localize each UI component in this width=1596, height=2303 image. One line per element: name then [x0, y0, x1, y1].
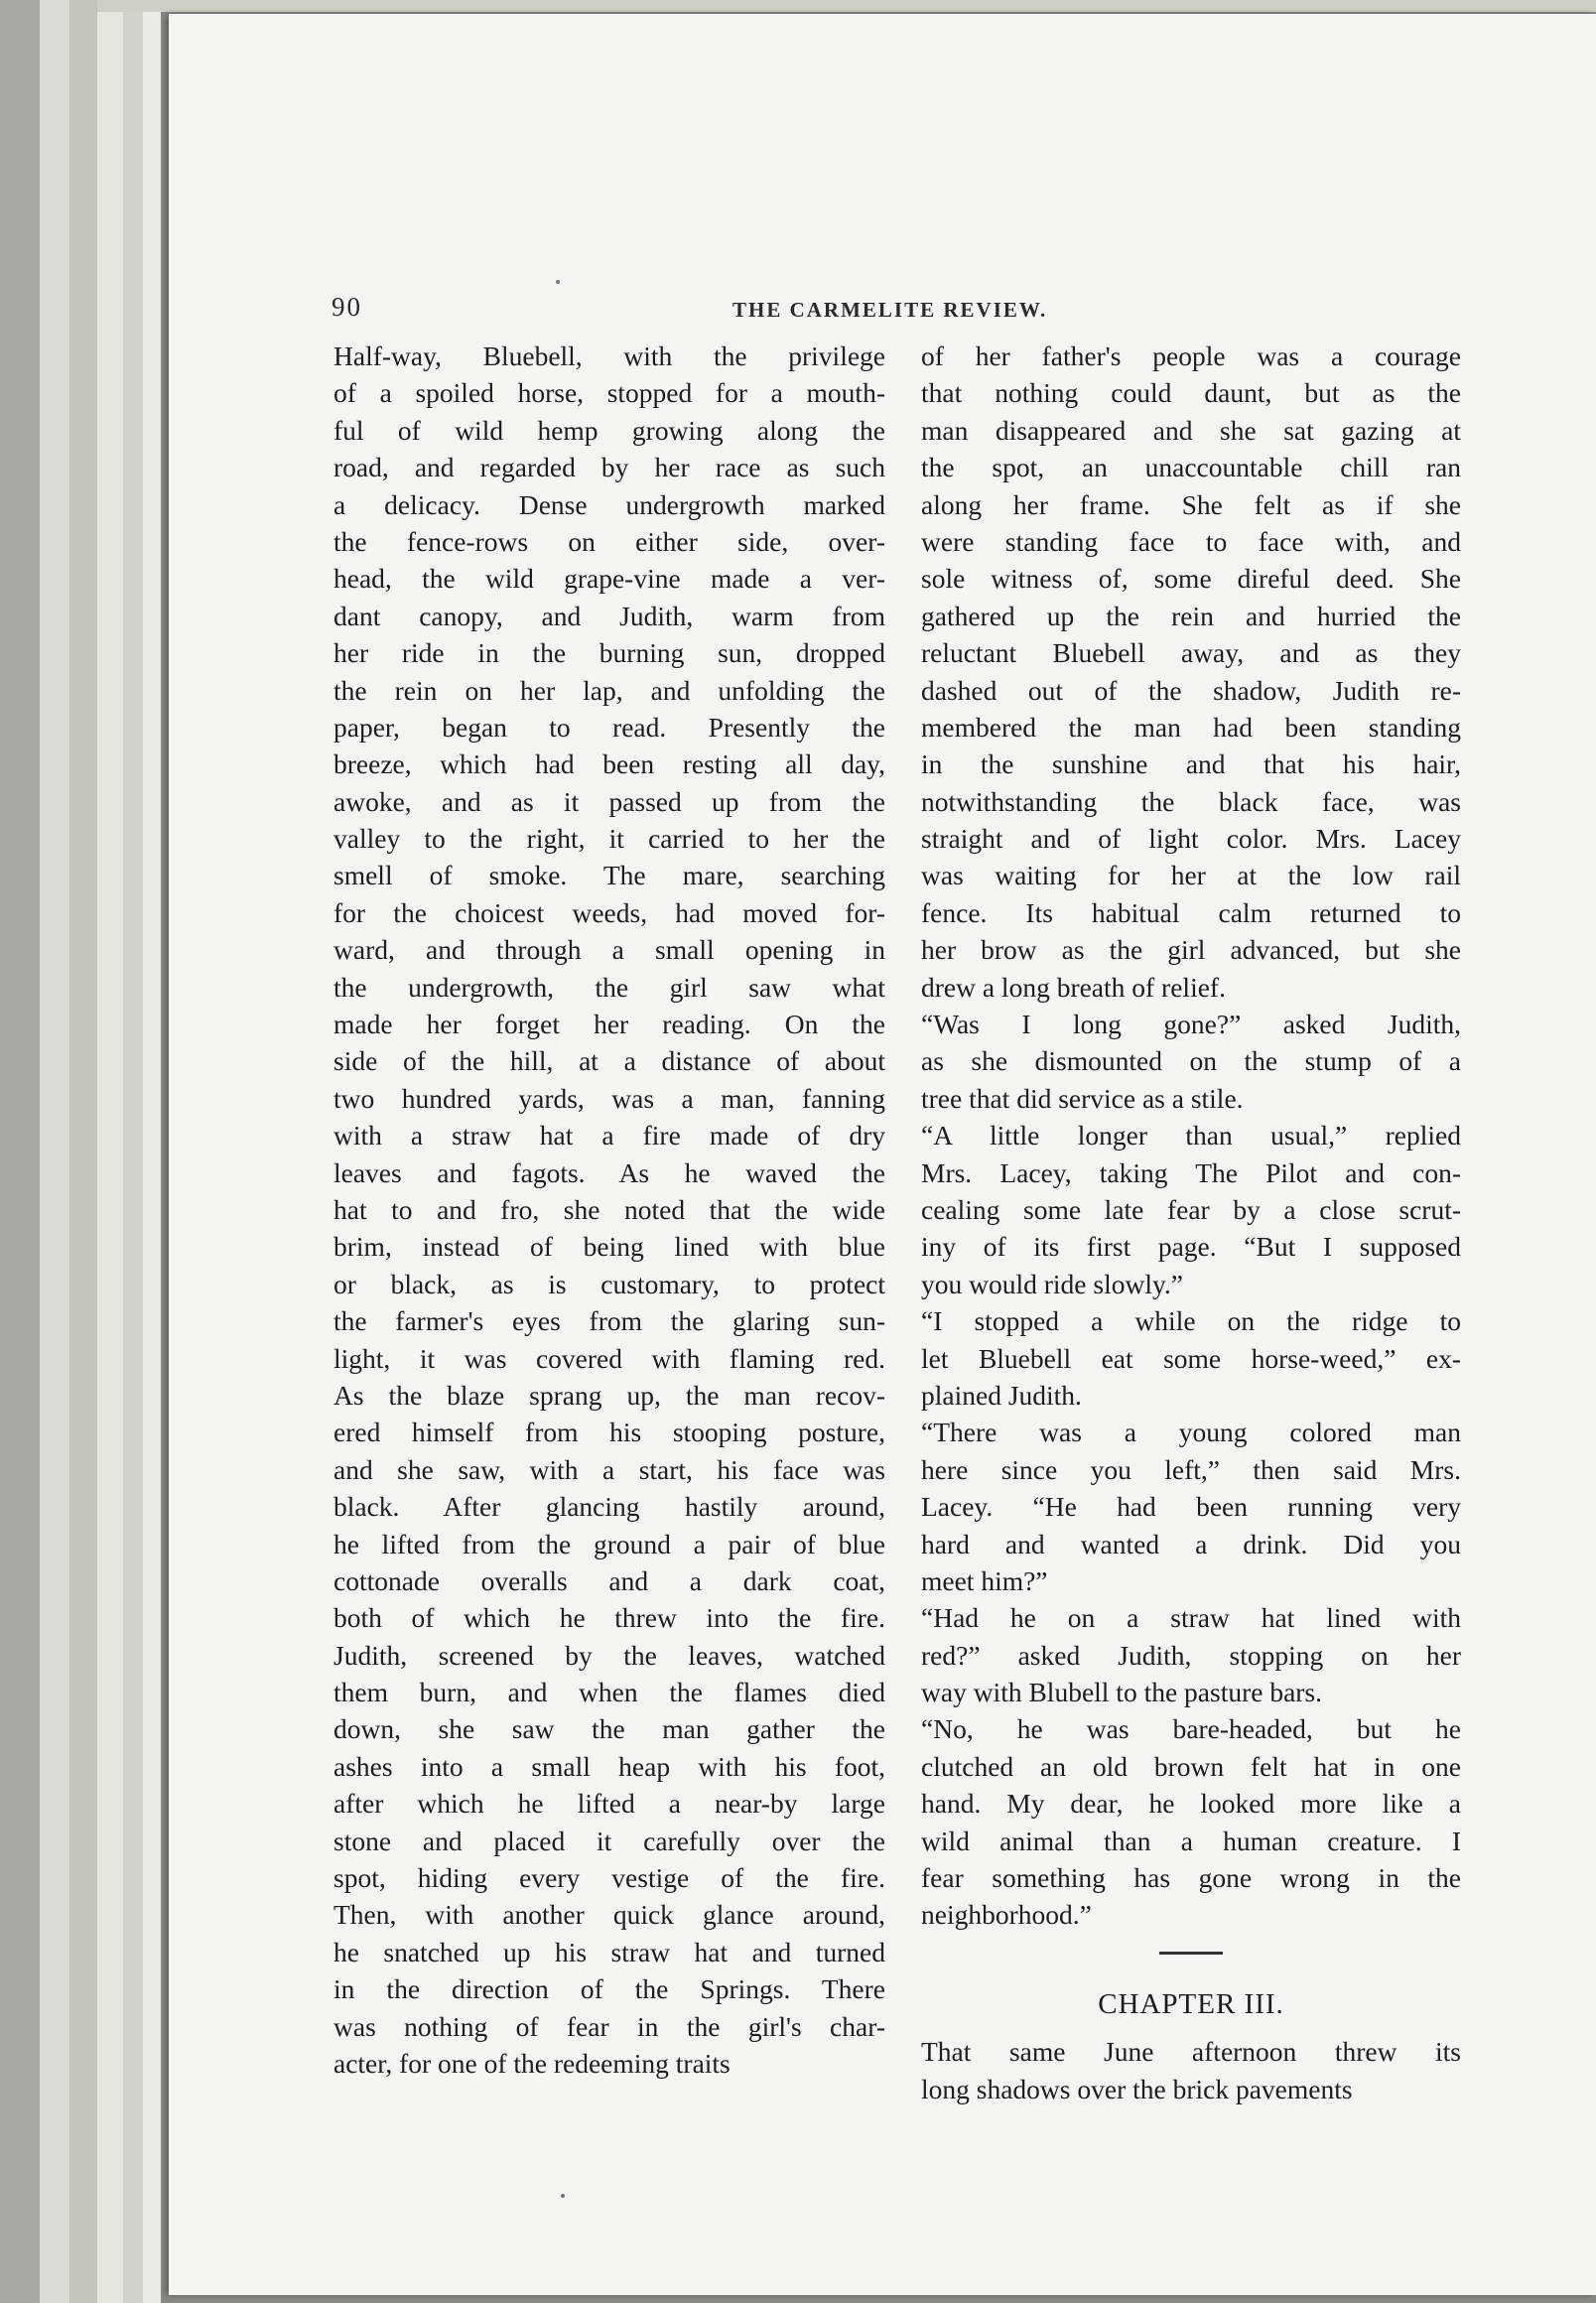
text-line: acter, for one of the redeeming traits [333, 2047, 731, 2079]
book-edge [40, 0, 69, 2303]
page-header [332, 292, 1463, 326]
text-line: them burn, and when the flames died [333, 1677, 885, 1708]
right-column-text [921, 338, 1461, 1934]
text-line: membered the man had been standing [921, 711, 1461, 743]
text-line: dashed out of the shadow, Judith re- [921, 674, 1461, 706]
text-line: were standing face to face with, and [921, 525, 1461, 557]
text-line: awoke, and as it passed up from the [333, 785, 885, 817]
right-column [921, 338, 1461, 2107]
text-line: leaves and fagots. As he waved the [333, 1156, 885, 1188]
text-line: was nothing of fear in the girl's char- [333, 2010, 885, 2042]
text-line: drew a long breath of relief. [921, 971, 1226, 1003]
text-line: after which he lifted a near-by large [333, 1788, 885, 1820]
text-line: brim, instead of being lined with blue [333, 1231, 885, 1263]
text-line: let Bluebell eat some horse-weed,” ex- [921, 1342, 1461, 1374]
text-line: tree that did service as a stile. [921, 1082, 1244, 1114]
book-edge [69, 0, 97, 2303]
book-edge [143, 0, 161, 2303]
left-column [333, 338, 885, 2082]
text-line: head, the wild grape-vine made a ver- [333, 563, 885, 595]
text-line: Then, with another quick glance around, [333, 1899, 885, 1931]
text-line: iny of its first page. “But I supposed [921, 1231, 1461, 1263]
text-line: notwithstanding the black face, was [921, 785, 1461, 817]
page-number: 90 [332, 292, 362, 322]
text-line: he lifted from the ground a pair of blue [333, 1528, 885, 1559]
text-line: road, and regarded by her race as such [333, 452, 885, 483]
text-line: of her father's people was a courage [921, 340, 1461, 371]
text-line: paper, began to read. Presently the [333, 711, 885, 743]
text-line: made her forget her reading. On the [333, 1009, 885, 1040]
text-line: the rein on her lap, and unfolding the [333, 674, 885, 706]
text-line: spot, hiding every vestige of the fire. [333, 1862, 885, 1894]
text-line: both of which he threw into the fire. [333, 1602, 885, 1634]
book-edge [97, 0, 123, 2303]
text-line: breeze, which had been resting all day, [333, 748, 885, 780]
text-line: you would ride slowly.” [921, 1268, 1184, 1299]
print-speck [561, 2194, 565, 2198]
text-line: ered himself from his stooping posture, [333, 1417, 885, 1448]
text-line: Half-way, Bluebell, with the privilege [333, 340, 885, 371]
text-line: in the sunshine and that his hair, [921, 748, 1461, 780]
text-line: Mrs. Lacey, taking The Pilot and con- [921, 1156, 1461, 1188]
text-line: of a spoiled horse, stopped for a mouth- [333, 377, 885, 409]
chapter-text [921, 2033, 1461, 2107]
text-line: red?” asked Judith, stopping on her [921, 1639, 1461, 1671]
text-line: clutched an old brown felt hat in one [921, 1750, 1461, 1782]
text-line: Lacey. “He had been running very [921, 1491, 1461, 1523]
text-line: sole witness of, some direful deed. She [921, 563, 1461, 595]
text-line: That same June afternoon threw its [921, 2036, 1461, 2068]
text-line: smell of smoke. The mare, searching [333, 860, 885, 891]
print-speck [556, 280, 560, 284]
text-line: light, it was covered with flaming red. [333, 1342, 885, 1374]
text-line: As the blaze sprang up, the man recov- [333, 1379, 885, 1411]
text-line: he snatched up his straw hat and turned [333, 1936, 885, 1967]
text-line: down, she saw the man gather the [333, 1713, 885, 1745]
text-line: hat to and fro, she noted that the wide [333, 1193, 885, 1225]
text-line: “No, he was bare-headed, but he [921, 1713, 1461, 1745]
text-line: her ride in the burning sun, dropped [333, 637, 885, 669]
text-line: hand. My dear, he looked more like a [921, 1788, 1461, 1820]
text-line: her brow as the girl advanced, but she [921, 934, 1461, 966]
text-line: meet him?” [921, 1564, 1048, 1596]
text-line: reluctant Bluebell away, and as they [921, 637, 1461, 669]
text-line: plained Judith. [921, 1379, 1082, 1411]
text-line: the undergrowth, the girl saw what [333, 971, 885, 1003]
chapter-heading: CHAPTER III. [1098, 1987, 1284, 2020]
text-line: the spot, an unaccountable chill ran [921, 452, 1461, 483]
text-line: dant canopy, and Judith, warm from [333, 600, 885, 631]
text-line: as she dismounted on the stump of a [921, 1045, 1461, 1077]
text-line: ful of wild hemp growing along the [333, 414, 885, 446]
text-line: here since you left,” then said Mrs. [921, 1453, 1461, 1485]
section-rule [1159, 1952, 1223, 1955]
text-line: stone and placed it carefully over the [333, 1825, 885, 1856]
page-top-edge [97, 0, 1596, 12]
text-line: long shadows over the brick pavements [921, 2073, 1353, 2104]
text-line: neighborhood.” [921, 1899, 1092, 1931]
text-line: valley to the right, it carried to her the [333, 823, 885, 855]
text-line: wild animal than a human creature. I [921, 1825, 1461, 1856]
text-line: way with Blubell to the pasture bars. [921, 1677, 1323, 1708]
text-line: Judith, screened by the leaves, watched [333, 1639, 885, 1671]
text-line: or black, as is customary, to protect [333, 1268, 885, 1299]
text-line: hard and wanted a drink. Did you [921, 1528, 1461, 1559]
text-line: along her frame. She felt as if she [921, 488, 1461, 520]
text-line: gathered up the rein and hurried the [921, 600, 1461, 631]
running-title: THE CARMELITE REVIEW. [732, 298, 1048, 322]
text-line: fear something has gone wrong in the [921, 1862, 1461, 1894]
text-line: that nothing could daunt, but as the [921, 377, 1461, 409]
text-line: the fence-rows on either side, over- [333, 525, 885, 557]
text-line: fence. Its habitual calm returned to [921, 896, 1461, 928]
text-line: black. After glancing hastily around, [333, 1491, 885, 1523]
text-line: “Had he on a straw hat lined with [921, 1602, 1461, 1634]
book-edge [123, 0, 143, 2303]
text-line: ashes into a small heap with his foot, [333, 1750, 885, 1782]
text-line: a delicacy. Dense undergrowth marked [333, 488, 885, 520]
text-line: “There was a young colored man [921, 1417, 1461, 1448]
text-line: “Was I long gone?” asked Judith, [921, 1009, 1461, 1040]
text-line: “I stopped a while on the ridge to [921, 1305, 1461, 1337]
text-line: straight and of light color. Mrs. Lacey [921, 823, 1461, 855]
text-line: was waiting for her at the low rail [921, 860, 1461, 891]
text-line: and she saw, with a start, his face was [333, 1453, 885, 1485]
text-line: in the direction of the Springs. There [333, 1973, 885, 2005]
text-line: “A little longer than usual,” replied [921, 1120, 1461, 1152]
text-line: cealing some late fear by a close scrut- [921, 1193, 1461, 1225]
text-line: two hundred yards, was a man, fanning [333, 1082, 885, 1114]
text-line: side of the hill, at a distance of about [333, 1045, 885, 1077]
text-line: man disappeared and she sat gazing at [921, 414, 1461, 446]
text-line: with a straw hat a fire made of dry [333, 1120, 885, 1152]
text-line: cottonade overalls and a dark coat, [333, 1564, 885, 1596]
book-edge [0, 0, 40, 2303]
text-line: for the choicest weeds, had moved for- [333, 896, 885, 928]
text-line: the farmer's eyes from the glaring sun- [333, 1305, 885, 1337]
text-line: ward, and through a small opening in [333, 934, 885, 966]
